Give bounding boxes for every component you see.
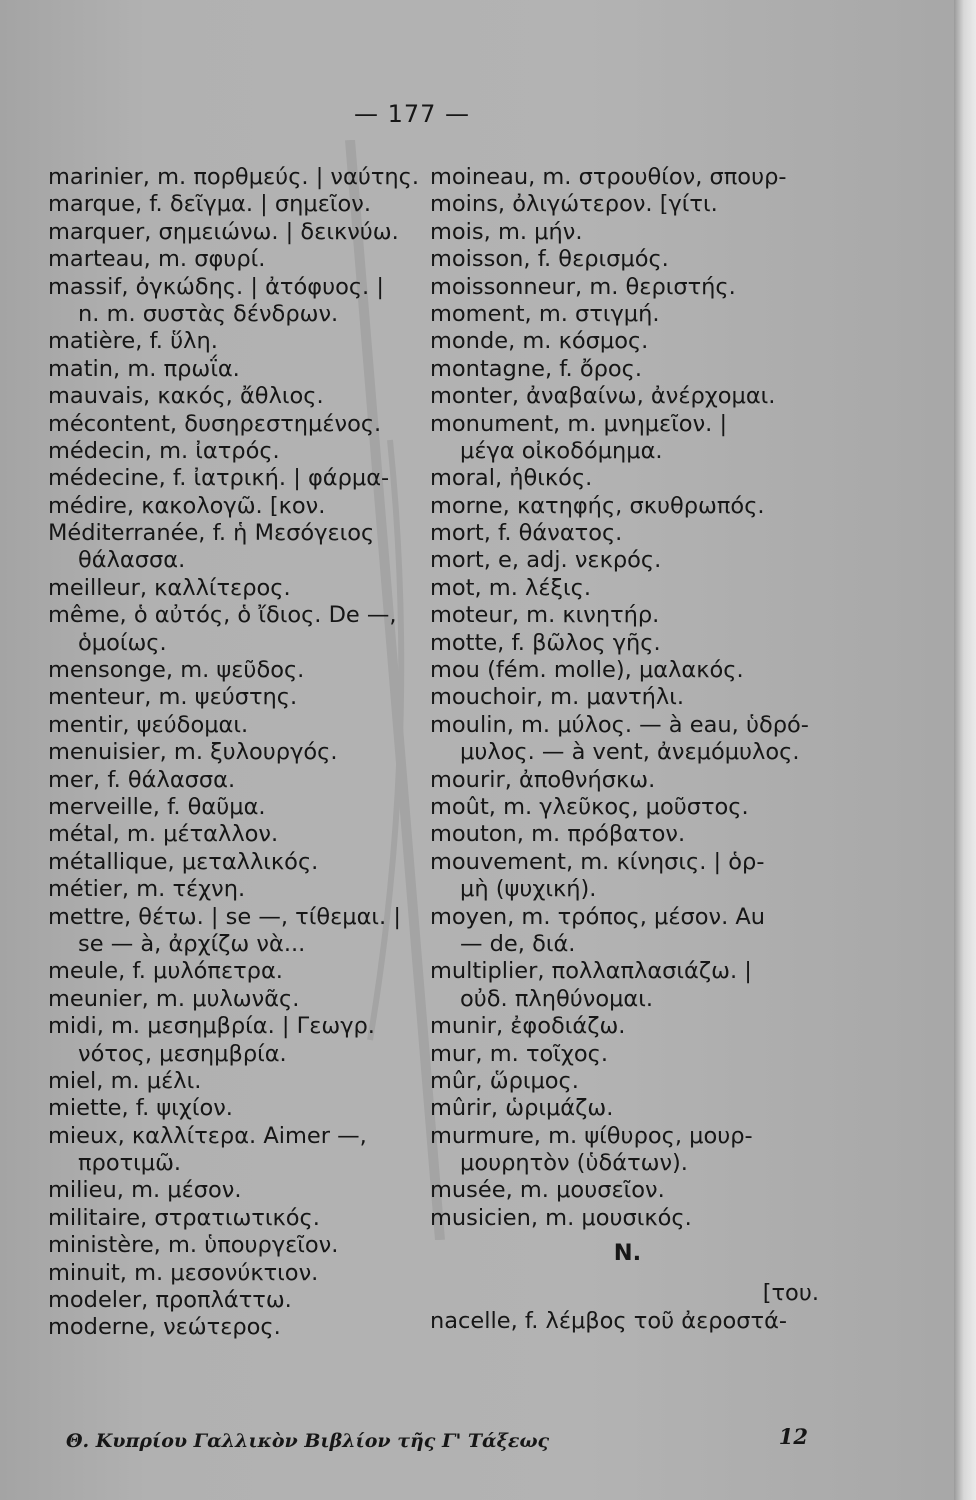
entry-ministere: ministère, m. ὑπουργεῖον. [48,1232,339,1259]
entry-mecontent: mécontent, δυσηρεστημένος. [48,410,382,437]
entry-mensonge: mensonge, m. ψεῦδος. [48,657,305,684]
entry-menuisier: menuisier, m. ξυλουργός. [48,739,338,766]
entry-meule: meule, f. μυλόπετρα. [48,958,283,985]
entry-modeler: modeler, προπλάττω. [48,1287,292,1314]
entry-menteur: menteur, m. ψεύστης. [48,684,298,711]
entry-moins: moins, ὀλιγώτερον. [γίτι. [430,191,718,218]
entry-meme: même, ὁ αὐτός, ὁ ἴδιος. De —, [48,602,397,629]
entry-motte: motte, f. βῶλος γῆς. [430,629,661,656]
entry-mot: mot, m. λέξις. [430,574,592,601]
footer-book-title: Θ. Κυπρίου Γαλλικὸν Βιβλίον τῆς Γ' Τάξεως [66,1430,550,1452]
entry-miel: miel, m. μέλι. [48,1067,202,1094]
entry-moyen: moyen, m. τρόπος, μέσον. Au [430,903,766,930]
entry-mieux-cont: προτιμῶ. [78,1150,182,1177]
entry-nacelle: nacelle, f. λέμβος τοῦ ἀεροστά- [430,1307,788,1334]
entry-mieux: mieux, καλλίτερα. Aimer —, [48,1122,367,1149]
entry-massif-cont: n. m. συστὰς δένδρων. [78,300,339,327]
entry-mer: mer, f. θάλασσα. [48,766,236,793]
entry-multiplier: multiplier, πολλαπλασιάζω. | [430,958,752,985]
entry-moyen-cont: — de, διά. [460,930,576,957]
entry-merveille: merveille, f. θαῦμα. [48,793,266,820]
entry-moteur: moteur, m. κινητήρ. [430,602,660,629]
entry-medecin: médecin, m. ἰατρός. [48,437,280,464]
entry-moulin: moulin, m. μύλος. — à eau, ὑδρό- [430,711,809,738]
entry-moderne: moderne, νεώτερος. [48,1314,281,1341]
entry-musee: musée, m. μουσεῖον. [430,1177,665,1204]
entry-mettre-cont: se — à, ἀρχίζω νὰ... [78,930,306,957]
entry-multiplier-cont: οὐδ. πληθύνομαι. [460,985,654,1012]
entry-murmure: murmure, m. ψίθυρος, μουρ- [430,1122,753,1149]
entry-mort-adj: mort, e, adj. νεκρός. [430,547,662,574]
entry-medire: médire, κακολογῶ. [κον. [48,492,326,519]
entry-musicien: musicien, m. μουσικός. [430,1204,692,1231]
entry-mois: mois, m. μήν. [430,218,583,245]
entry-munir: munir, ἐφοδιάζω. [430,1013,626,1040]
entry-militaire: militaire, στρατιωτικός. [48,1204,320,1231]
entry-mediterranee-cont: θάλασσα. [78,547,186,574]
entry-marquer: marquer, σημειώνω. | δεικνύω. [48,218,399,245]
entry-monter: monter, ἀναβαίνω, ἀνέρχομαι. [430,383,776,410]
entry-mou: mou (fém. molle), μαλακός. [430,657,744,684]
section-heading-n: N. [613,1240,642,1267]
entry-matiere: matière, f. ὕλη. [48,328,218,355]
entry-mourir: mourir, ἀποθνήσκω. [430,766,656,793]
entry-moineau: moineau, m. στρουθίον, σπουρ- [430,164,787,190]
entry-mouvement: mouvement, m. κίνησις. | ὁρ- [430,848,765,875]
entry-metier: métier, m. τέχνη. [48,876,246,903]
entry-miette: miette, f. ψιχίον. [48,1095,233,1122]
right-column [430,164,825,1335]
entry-midi: midi, m. μεσημβρία. | Γεωγρ. [48,1013,375,1040]
entry-marinier: marinier, m. πορθμεύς. | ναύτης. [48,164,420,190]
entry-monument: monument, m. μνημεῖον. | [430,410,728,437]
entry-milieu: milieu, m. μέσον. [48,1177,242,1204]
entry-marque: marque, f. δεῖγμα. | σημεῖον. [48,191,371,218]
entry-minuit: minuit, m. μεσονύκτιον. [48,1259,319,1286]
entry-moisson: moisson, f. θερισμός. [430,246,669,273]
entry-meilleur: meilleur, καλλίτερος. [48,574,291,601]
page-number: — 177 — [353,100,471,128]
entry-medecine: médecine, f. ἰατρική. | φάρμα- [48,465,390,492]
entry-mort-f: mort, f. θάνατος. [430,520,623,547]
entry-moissonneur: moissonneur, m. θεριστής. [430,273,736,300]
entry-moment: moment, m. στιγμή. [430,300,660,327]
entry-monument-cont: μέγα οἰκοδόμημα. [460,437,663,464]
entry-mouton: mouton, m. πρόβατον. [430,821,686,848]
entry-mentir: mentir, ψεύδομαι. [48,711,249,738]
entry-mouvement-cont: μὴ (ψυχική). [460,876,597,903]
entry-monde: monde, m. κόσμος. [430,328,649,355]
footer [66,1424,926,1460]
entry-mur-adj: mûr, ὥριμος. [430,1067,579,1094]
entry-moral: moral, ἠθικός. [430,465,593,492]
entry-montagne: montagne, f. ὄρος. [430,355,643,382]
entry-murmure-cont: μουρητὸν (ὑδάτων). [460,1150,688,1177]
entry-midi-cont: νότος, μεσημβρία. [78,1040,287,1067]
entry-mout: moût, m. γλεῦκος, μοῦστος. [430,793,749,820]
left-column [48,164,420,1342]
entry-moulin-cont: μυλος. — à vent, ἀνεμόμυλος. [460,739,800,766]
entry-metallique: métallique, μεταλλικός. [48,848,319,875]
entry-nacelle-wrap: [του. [762,1280,819,1307]
page-edge [954,0,976,1500]
entry-morne: morne, κατηφής, σκυθρωπός. [430,492,765,519]
entry-mur: mur, m. τοῖχος. [430,1040,609,1067]
entry-mediterranee: Méditerranée, f. ἡ Μεσόγειος [48,520,375,547]
entry-massif: massif, ὀγκώδης. | ἀτόφυος. | [48,273,384,300]
entry-marteau: marteau, m. σφυρί. [48,246,266,273]
entry-mouchoir: mouchoir, m. μαντήλι. [430,684,684,711]
entry-matin: matin, m. πρωΐα. [48,355,240,382]
entry-meme-cont: ὁμοίως. [78,629,167,656]
footer-signature-number: 12 [778,1424,808,1449]
entry-murir: mûrir, ὡριμάζω. [430,1095,614,1122]
entry-meunier: meunier, m. μυλωνᾶς. [48,985,300,1012]
entry-mauvais: mauvais, κακός, ἄθλιος. [48,383,324,410]
entry-metal: métal, m. μέταλλον. [48,821,279,848]
entry-mettre: mettre, θέτω. | se —, τίθεμαι. | [48,903,401,930]
